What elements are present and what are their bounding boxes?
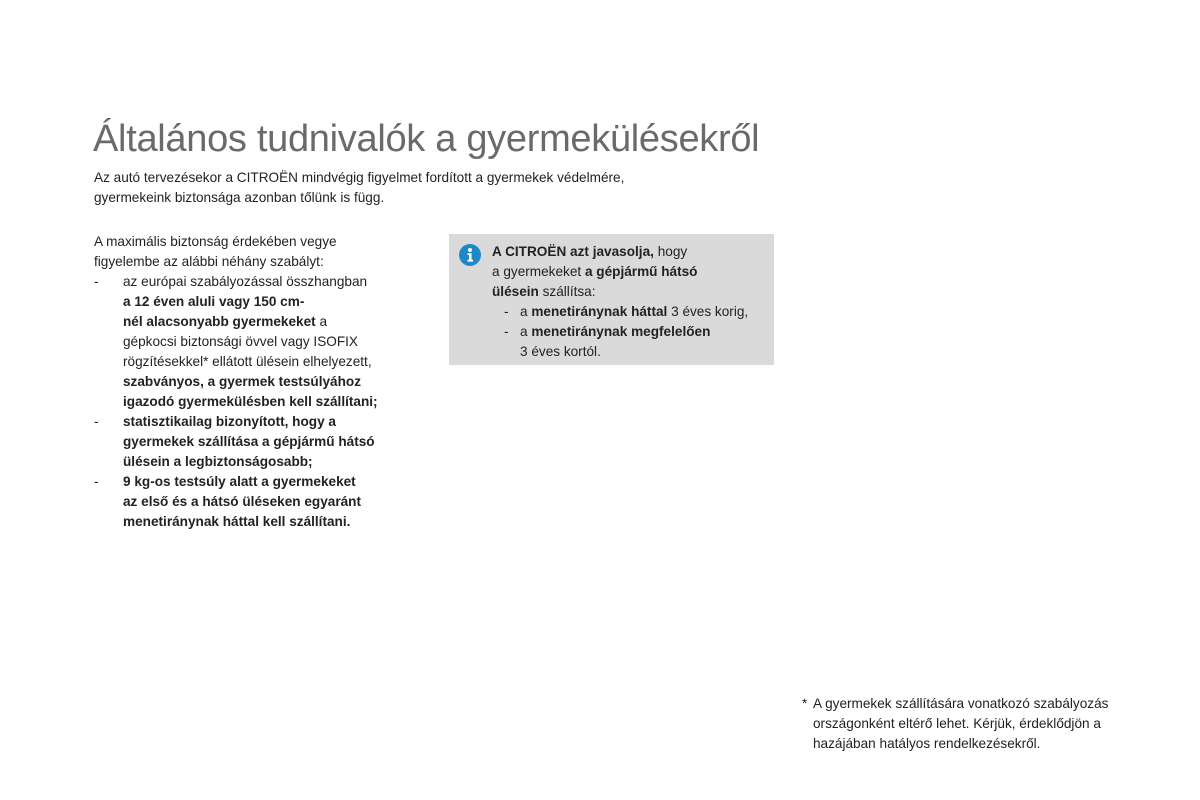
rule-emphasis: nél alacsonyabb gyermekeket (123, 314, 316, 329)
info-box (449, 234, 774, 365)
rule-text (123, 452, 434, 472)
rule-item-1 (94, 272, 434, 412)
info-emphasis: menetiránynak háttal (531, 304, 668, 319)
rule-emphasis: szabványos, a gyermek testsúlyához (123, 374, 361, 389)
info-text-tail: szállítsa: (538, 284, 596, 299)
rule-item-2 (94, 412, 434, 472)
intro-paragraph (94, 168, 734, 208)
bullet-dash: - (94, 474, 99, 489)
info-emphasis: menetiránynak megfelelően (531, 324, 711, 339)
rule-text: gépkocsi biztonsági övvel vagy ISOFIX (123, 334, 358, 349)
info-list-item-1 (492, 302, 772, 322)
info-text-head: a gyermekeket (492, 264, 585, 279)
bullet-dash: - (94, 274, 99, 289)
info-emphasis: a gépjármű hátsó (584, 264, 698, 279)
info-list-item-2 (492, 322, 772, 362)
footnote-body (802, 694, 1172, 754)
rule-emphasis: menetiránynak háttal kell szállítani. (123, 514, 351, 529)
bullet-dash: - (504, 324, 509, 339)
info-line (492, 282, 772, 302)
rule-text: az európai szabályozással összhangban (123, 274, 368, 289)
rule-text (123, 372, 434, 392)
info-icon (459, 244, 481, 266)
info-emphasis: A CITROËN azt javasolja, (492, 244, 654, 259)
info-text-head: a (520, 324, 532, 339)
rule-text (123, 432, 434, 452)
intro-line: gyermekeink biztonsága azonban tőlünk is függ. (94, 190, 385, 205)
info-line (520, 322, 772, 342)
rule-emphasis: ülésein a legbiztonságosabb; (123, 454, 313, 469)
info-line (492, 242, 772, 262)
rule-emphasis: a 12 éven aluli vagy 150 cm- (123, 294, 305, 309)
info-text-tail: hogy (653, 244, 688, 259)
info-line (492, 262, 772, 282)
footnote (802, 694, 1172, 754)
rule-text (123, 412, 434, 432)
rule-emphasis: az első és a hátsó üléseken egyaránt (123, 494, 362, 509)
info-text-tail: 3 éves korig, (667, 304, 749, 319)
info-emphasis: ülésein (492, 284, 539, 299)
info-text (492, 242, 772, 362)
bullet-dash: - (94, 414, 99, 429)
rule-text-tail: a (315, 314, 328, 329)
info-line (520, 302, 772, 322)
rule-text (123, 392, 434, 412)
rules-lead: A maximális biztonság érdekében vegye (94, 234, 337, 249)
page-title: Általános tudnivalók a gyermekülésekről (93, 118, 760, 160)
info-line: 3 éves kortól. (520, 344, 601, 359)
rule-text (123, 312, 434, 332)
info-text-head: a (520, 304, 532, 319)
rule-text (123, 512, 434, 532)
rule-text: rögzítésekkel* ellátott ülésein elhelyezett, (123, 354, 372, 369)
footnote-line: A gyermekek szállítására vonatkozó szabályozás (813, 696, 1109, 711)
rule-text (123, 472, 434, 492)
rule-emphasis: gyermekek szállítása a gépjármű hátsó (123, 434, 375, 449)
footnote-marker: * (802, 696, 808, 711)
footnote-line: hazájában hatályos rendelkezésekről. (813, 736, 1041, 751)
bullet-dash: - (504, 304, 509, 319)
intro-line: Az autó tervezésekor a CITROËN mindvégig figyelmet fordított a gyermekek védelmére, (94, 170, 625, 185)
rule-emphasis: 9 kg-os testsúly alatt a gyermekeket (123, 474, 356, 489)
rule-text (123, 292, 434, 312)
rule-item-3 (94, 472, 434, 532)
info-icon-glyph (459, 244, 481, 266)
safety-rules-section (94, 232, 434, 532)
rule-text (123, 492, 434, 512)
footnote-line: országonként eltérő lehet. Kérjük, érdeklődjön a (813, 716, 1101, 731)
rule-emphasis: statisztikailag bizonyított, hogy a (123, 414, 336, 429)
rule-emphasis: igazodó gyermekülésben kell szállítani; (123, 394, 378, 409)
rules-lead: figyelembe az alábbi néhány szabályt: (94, 254, 324, 269)
